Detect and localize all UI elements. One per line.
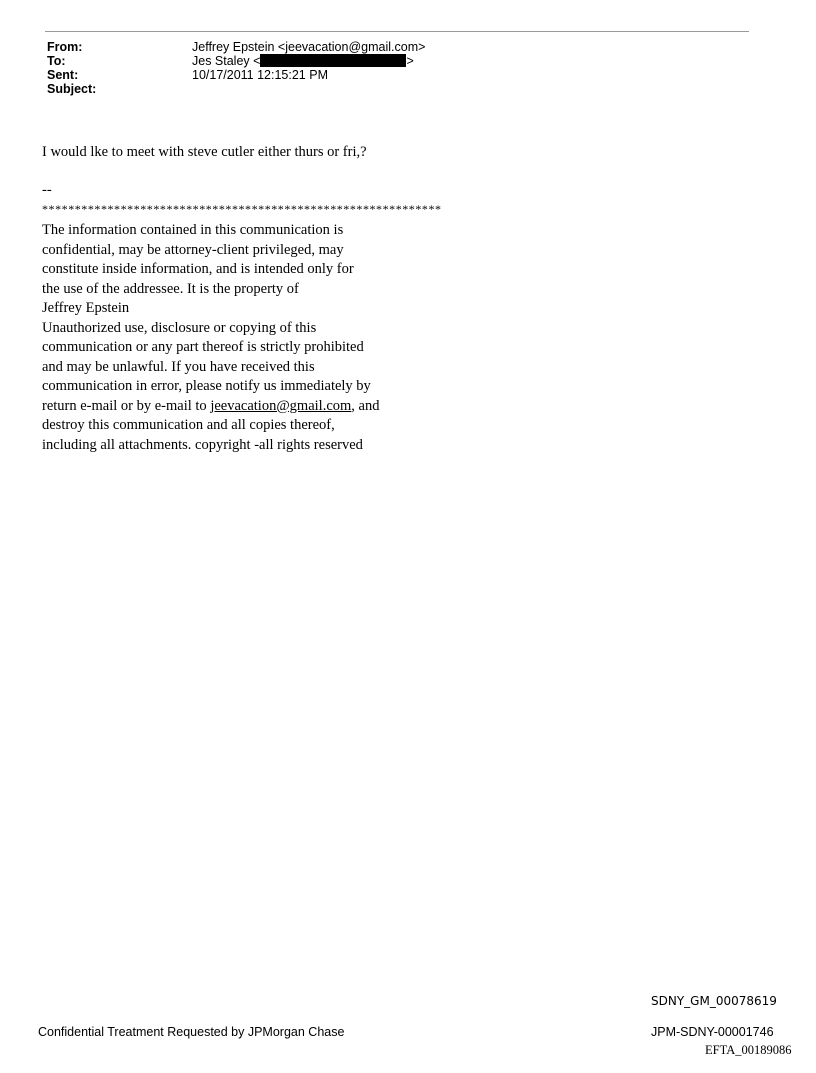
to-close-bracket: > [406,54,414,68]
asterisk-divider: ************************************************************* [42,202,442,216]
disclaimer-line: confidential, may be attorney-client privileged, may [42,241,344,258]
disclaimer-line: Jeffrey Epstein [42,300,130,316]
disclaimer-line: the use of the addressee. It is the property of [42,280,299,297]
disclaimer-line [42,397,379,416]
to-value [192,54,414,68]
from-label: From: [47,40,83,54]
header-divider [45,31,749,32]
email-link[interactable]: jeevacation@gmail.com [210,397,352,414]
sent-value: 10/17/2011 12:15:21 PM [192,68,328,82]
sent-label: Sent: [47,68,79,82]
disclaimer-text: , and [351,397,380,414]
disclaimer-text: return e-mail or by e-mail to [42,397,211,414]
disclaimer-line: including all attachments. copyright -all rights reserved [42,436,363,453]
disclaimer-line: Unauthorized use, disclosure or copying of this [42,319,317,336]
disclaimer-line: communication or any part thereof is strictly prohibited [42,339,364,355]
disclaimer-line: constitute inside information, and is intended only for [42,261,354,277]
disclaimer-line: and may be unlawful. If you have received this [42,358,315,375]
to-label: To: [47,54,66,68]
bates-efta: EFTA_00189086 [705,1043,792,1057]
subject-label: Subject: [47,82,97,96]
redaction-box [260,54,406,67]
bates-sdny: SDNY_GM_00078619 [651,994,777,1008]
disclaimer-line: communication in error, please notify us immediately by [42,378,371,394]
signature-separator: -- [42,182,52,198]
message-body: I would lke to meet with steve cutler either thurs or fri,? [42,144,367,160]
to-name: Jes Staley < [192,54,261,68]
bates-jpm: JPM-SDNY-00001746 [651,1025,774,1039]
disclaimer-line: The information contained in this communication is [42,222,344,238]
disclaimer-line: destroy this communication and all copies thereof, [42,417,335,433]
confidential-note: Confidential Treatment Requested by JPMorgan Chase [38,1025,345,1039]
from-value: Jeffrey Epstein <jeevacation@gmail.com> [192,40,426,54]
